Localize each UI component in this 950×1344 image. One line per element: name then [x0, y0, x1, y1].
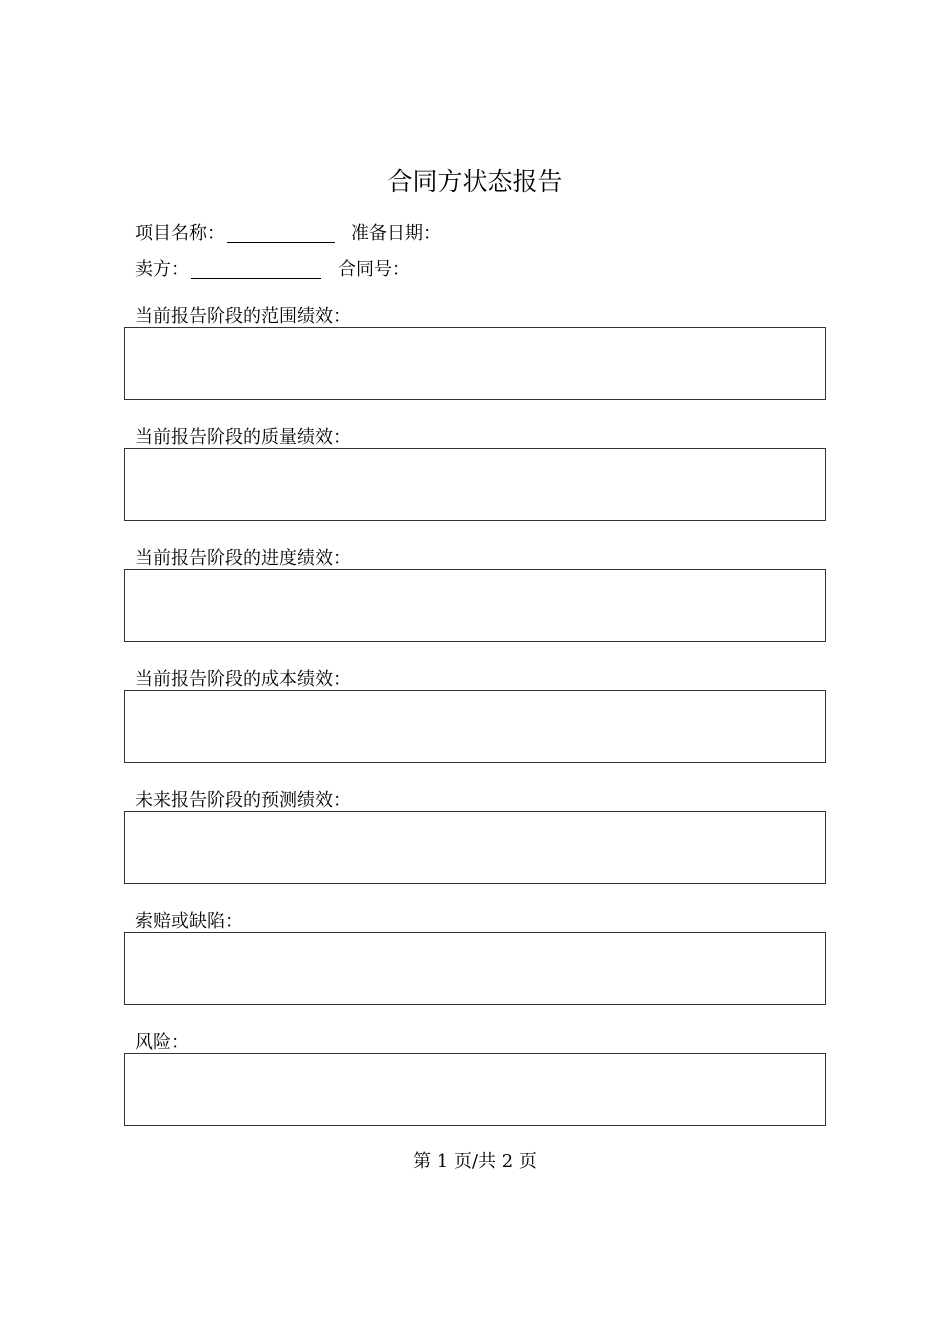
claims-defects-box[interactable]	[124, 932, 826, 1005]
risks-box[interactable]	[124, 1053, 826, 1126]
seller-label: 卖方：	[135, 259, 189, 280]
header-row-project	[135, 222, 441, 246]
scope-performance-box[interactable]	[124, 327, 826, 400]
cost-performance-label: 当前报告阶段的成本绩效：	[135, 669, 351, 690]
header-row-seller	[135, 258, 410, 282]
document-title: 合同方状态报告	[387, 167, 563, 196]
risks-label: 风险：	[135, 1032, 189, 1053]
project-name-blank[interactable]	[227, 222, 335, 243]
seller-blank[interactable]	[191, 258, 321, 279]
quality-performance-box[interactable]	[124, 448, 826, 521]
forecast-performance-box[interactable]	[124, 811, 826, 884]
schedule-performance-label: 当前报告阶段的进度绩效：	[135, 548, 351, 569]
page-number: 第 1 页/共 2 页	[413, 1151, 537, 1172]
schedule-performance-box[interactable]	[124, 569, 826, 642]
claims-defects-label: 索赔或缺陷：	[135, 911, 243, 932]
project-name-label: 项目名称：	[135, 223, 225, 244]
contract-no-label: 合同号：	[338, 259, 410, 280]
cost-performance-box[interactable]	[124, 690, 826, 763]
forecast-performance-label: 未来报告阶段的预测绩效：	[135, 790, 351, 811]
prepare-date-label: 准备日期：	[351, 223, 441, 244]
quality-performance-label: 当前报告阶段的质量绩效：	[135, 427, 351, 448]
scope-performance-label: 当前报告阶段的范围绩效：	[135, 306, 351, 327]
